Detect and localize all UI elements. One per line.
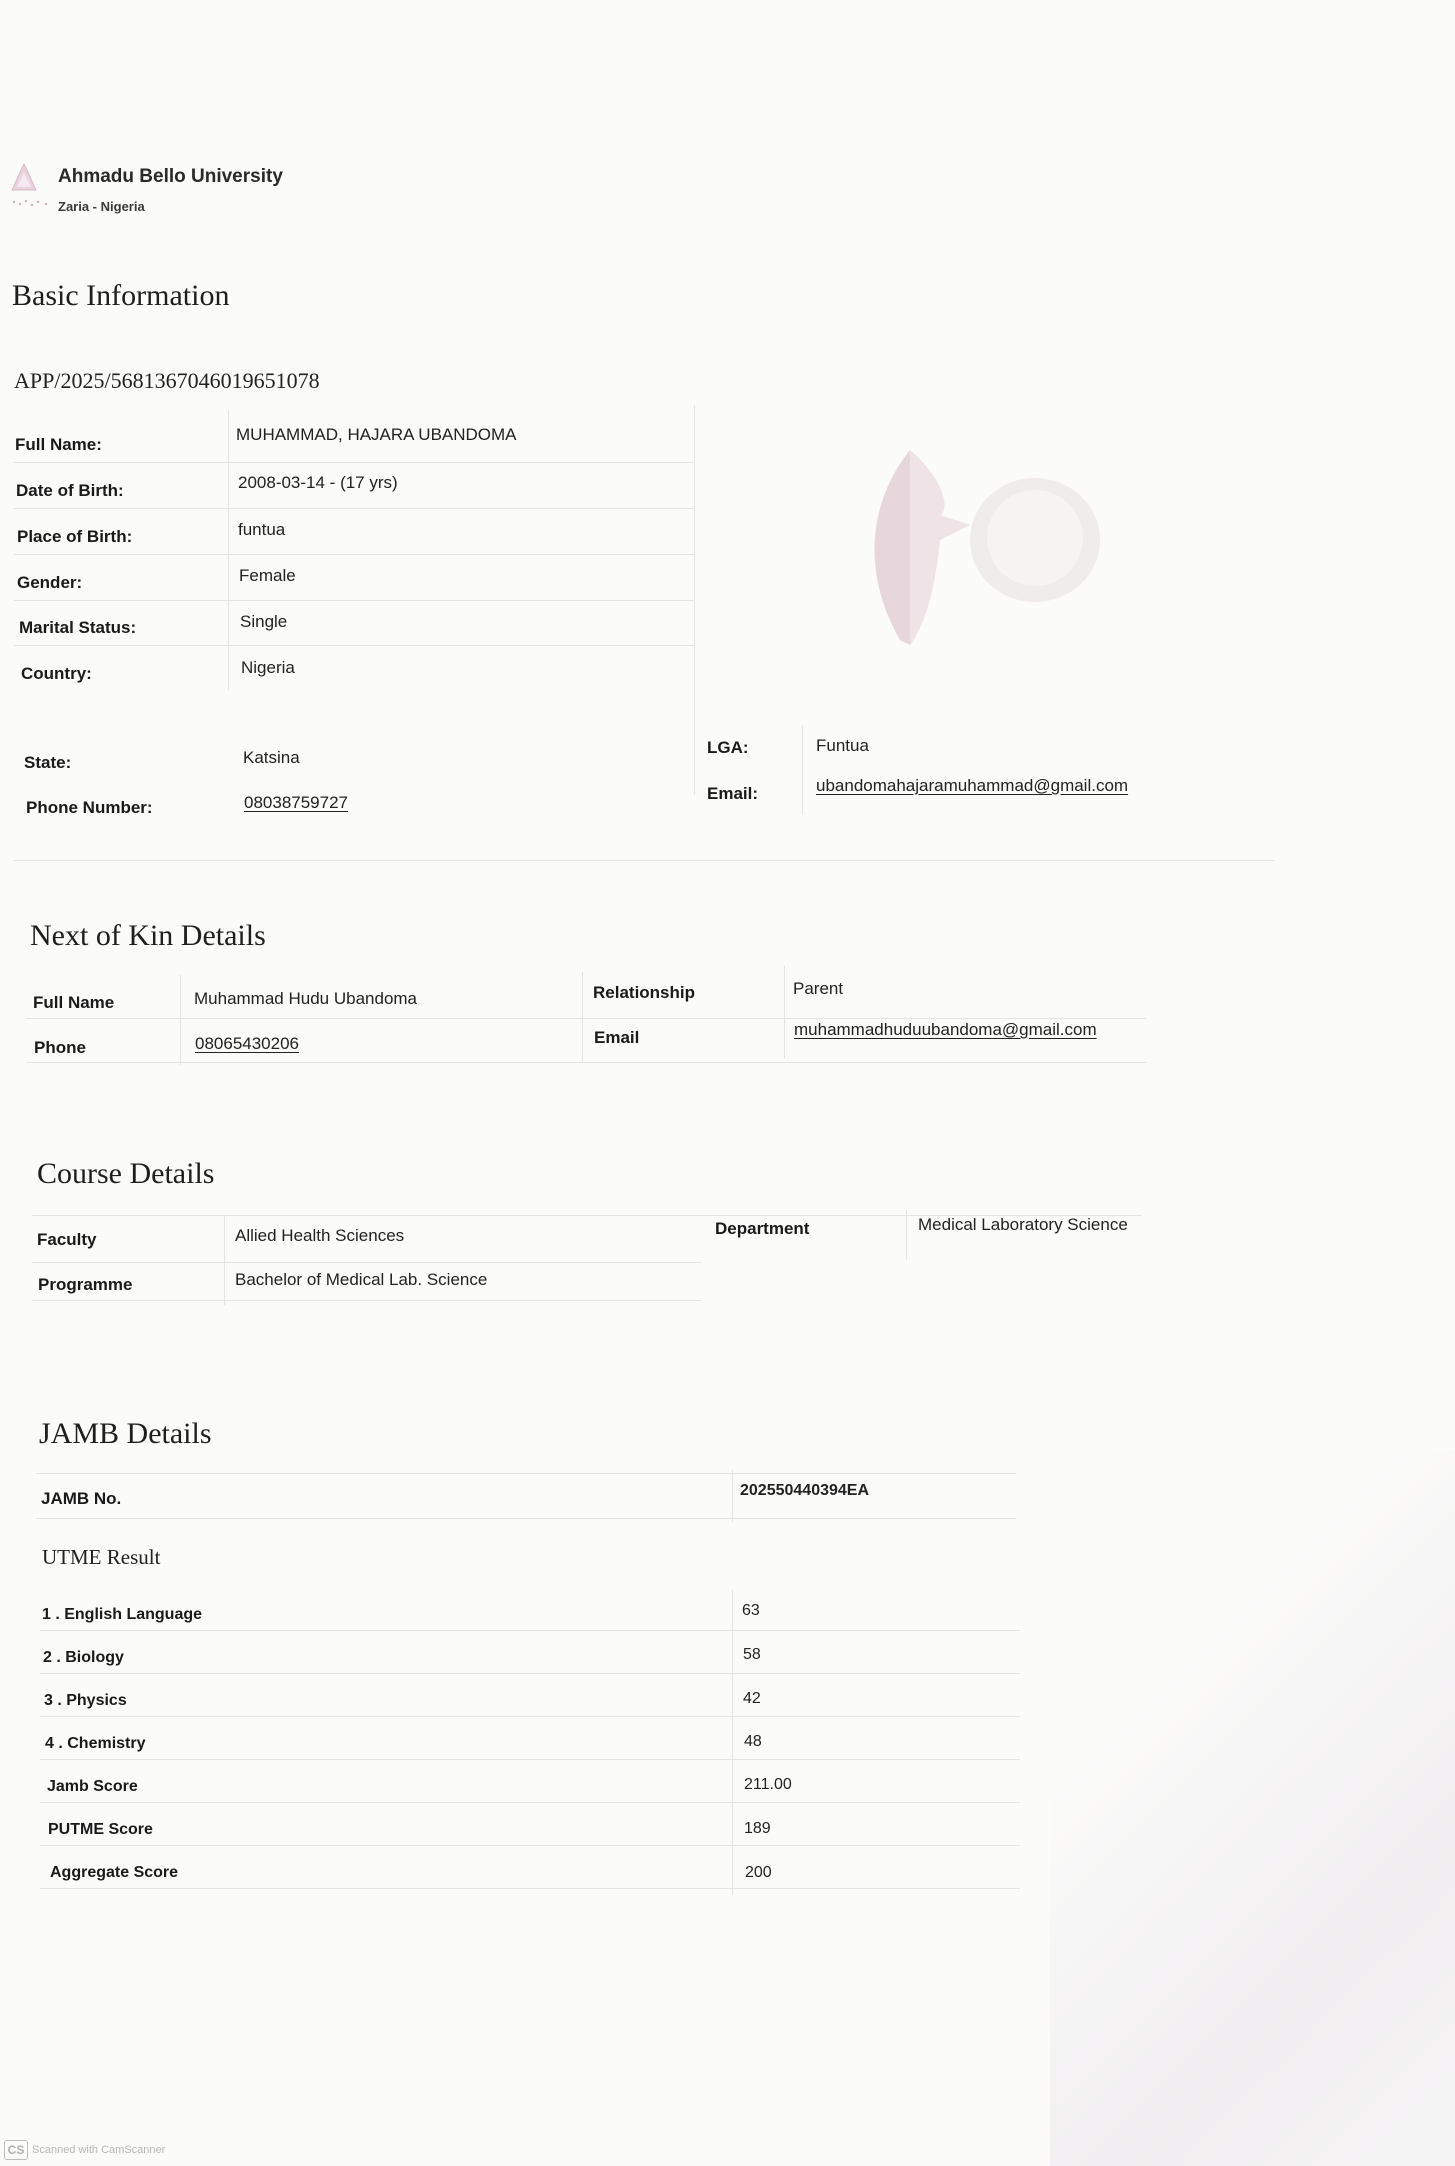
gender-value: Female <box>239 566 296 585</box>
jamb-no-label: JAMB No. <box>41 1489 122 1508</box>
country-label: Country: <box>21 664 92 683</box>
scan-shadow <box>1050 1450 1455 2166</box>
result-label: 1 . English Language <box>42 1606 203 1623</box>
place-of-birth-label: Place of Birth: <box>17 527 133 546</box>
place-of-birth-value: funtua <box>238 520 286 539</box>
kin-email-label: Email <box>594 1028 640 1047</box>
result-value: 200 <box>745 1864 772 1881</box>
section-title-course: Course Details <box>37 1157 215 1190</box>
kin-email-link[interactable]: muhammadhuduubandoma@gmail.com <box>794 1020 1097 1039</box>
full-name-label: Full Name: <box>15 435 102 454</box>
department-label: Department <box>715 1219 810 1238</box>
university-logo <box>6 160 58 216</box>
result-label: 3 . Physics <box>44 1692 127 1709</box>
phone-link[interactable]: 08038759727 <box>244 793 349 812</box>
marital-status-value: Single <box>240 612 288 631</box>
programme-value: Bachelor of Medical Lab. Science <box>235 1270 488 1289</box>
utme-result-title: UTME Result <box>42 1545 161 1569</box>
result-value: 48 <box>744 1733 762 1750</box>
result-value: 58 <box>743 1646 761 1663</box>
result-value: 63 <box>742 1602 760 1619</box>
result-label: Jamb Score <box>47 1778 138 1795</box>
kin-relationship-label: Relationship <box>593 983 696 1002</box>
dob-label: Date of Birth: <box>16 481 124 500</box>
application-number: APP/2025/5681367046019651078 <box>14 368 320 393</box>
result-label: 2 . Biology <box>43 1649 124 1666</box>
passport-photo <box>850 440 1120 680</box>
state-label: State: <box>24 753 72 772</box>
lga-value: Funtua <box>816 736 869 755</box>
result-value: 189 <box>744 1820 771 1837</box>
full-name-value: MUHAMMAD, HAJARA UBANDOMA <box>236 425 517 444</box>
result-label: 4 . Chemistry <box>45 1735 146 1752</box>
section-title-jamb: JAMB Details <box>39 1417 212 1450</box>
university-name: Ahmadu Bello University <box>58 166 283 187</box>
kin-relationship-value: Parent <box>793 979 844 998</box>
kin-phone-link[interactable]: 08065430206 <box>195 1034 300 1053</box>
kin-phone-label: Phone <box>34 1038 86 1057</box>
marital-status-label: Marital Status: <box>19 618 137 637</box>
kin-name-label: Full Name <box>33 993 115 1012</box>
country-value: Nigeria <box>241 658 295 677</box>
faculty-label: Faculty <box>37 1230 97 1249</box>
result-value: 211.00 <box>744 1776 792 1793</box>
university-location: Zaria - Nigeria <box>58 199 145 214</box>
lga-label: LGA: <box>707 738 749 757</box>
result-label: PUTME Score <box>48 1821 153 1838</box>
gender-label: Gender: <box>17 573 83 592</box>
scanner-text: Scanned with CamScanner <box>32 2144 166 2156</box>
phone-label: Phone Number: <box>26 798 153 817</box>
faculty-value: Allied Health Sciences <box>235 1226 405 1245</box>
result-value: 42 <box>743 1690 761 1707</box>
kin-name-value: Muhammad Hudu Ubandoma <box>194 989 418 1008</box>
section-title-kin: Next of Kin Details <box>30 919 266 952</box>
section-title-basic: Basic Information <box>12 279 230 312</box>
scanner-badge: CS <box>4 2140 28 2160</box>
programme-label: Programme <box>38 1275 133 1294</box>
department-value: Medical Laboratory Science <box>918 1215 1128 1234</box>
dob-value: 2008-03-14 - (17 yrs) <box>238 473 398 492</box>
email-link[interactable]: ubandomahajaramuhammad@gmail.com <box>816 776 1129 795</box>
email-label: Email: <box>707 784 759 803</box>
state-value: Katsina <box>243 748 300 767</box>
result-label: Aggregate Score <box>50 1864 179 1881</box>
jamb-no-value: 202550440394EA <box>740 1482 870 1499</box>
